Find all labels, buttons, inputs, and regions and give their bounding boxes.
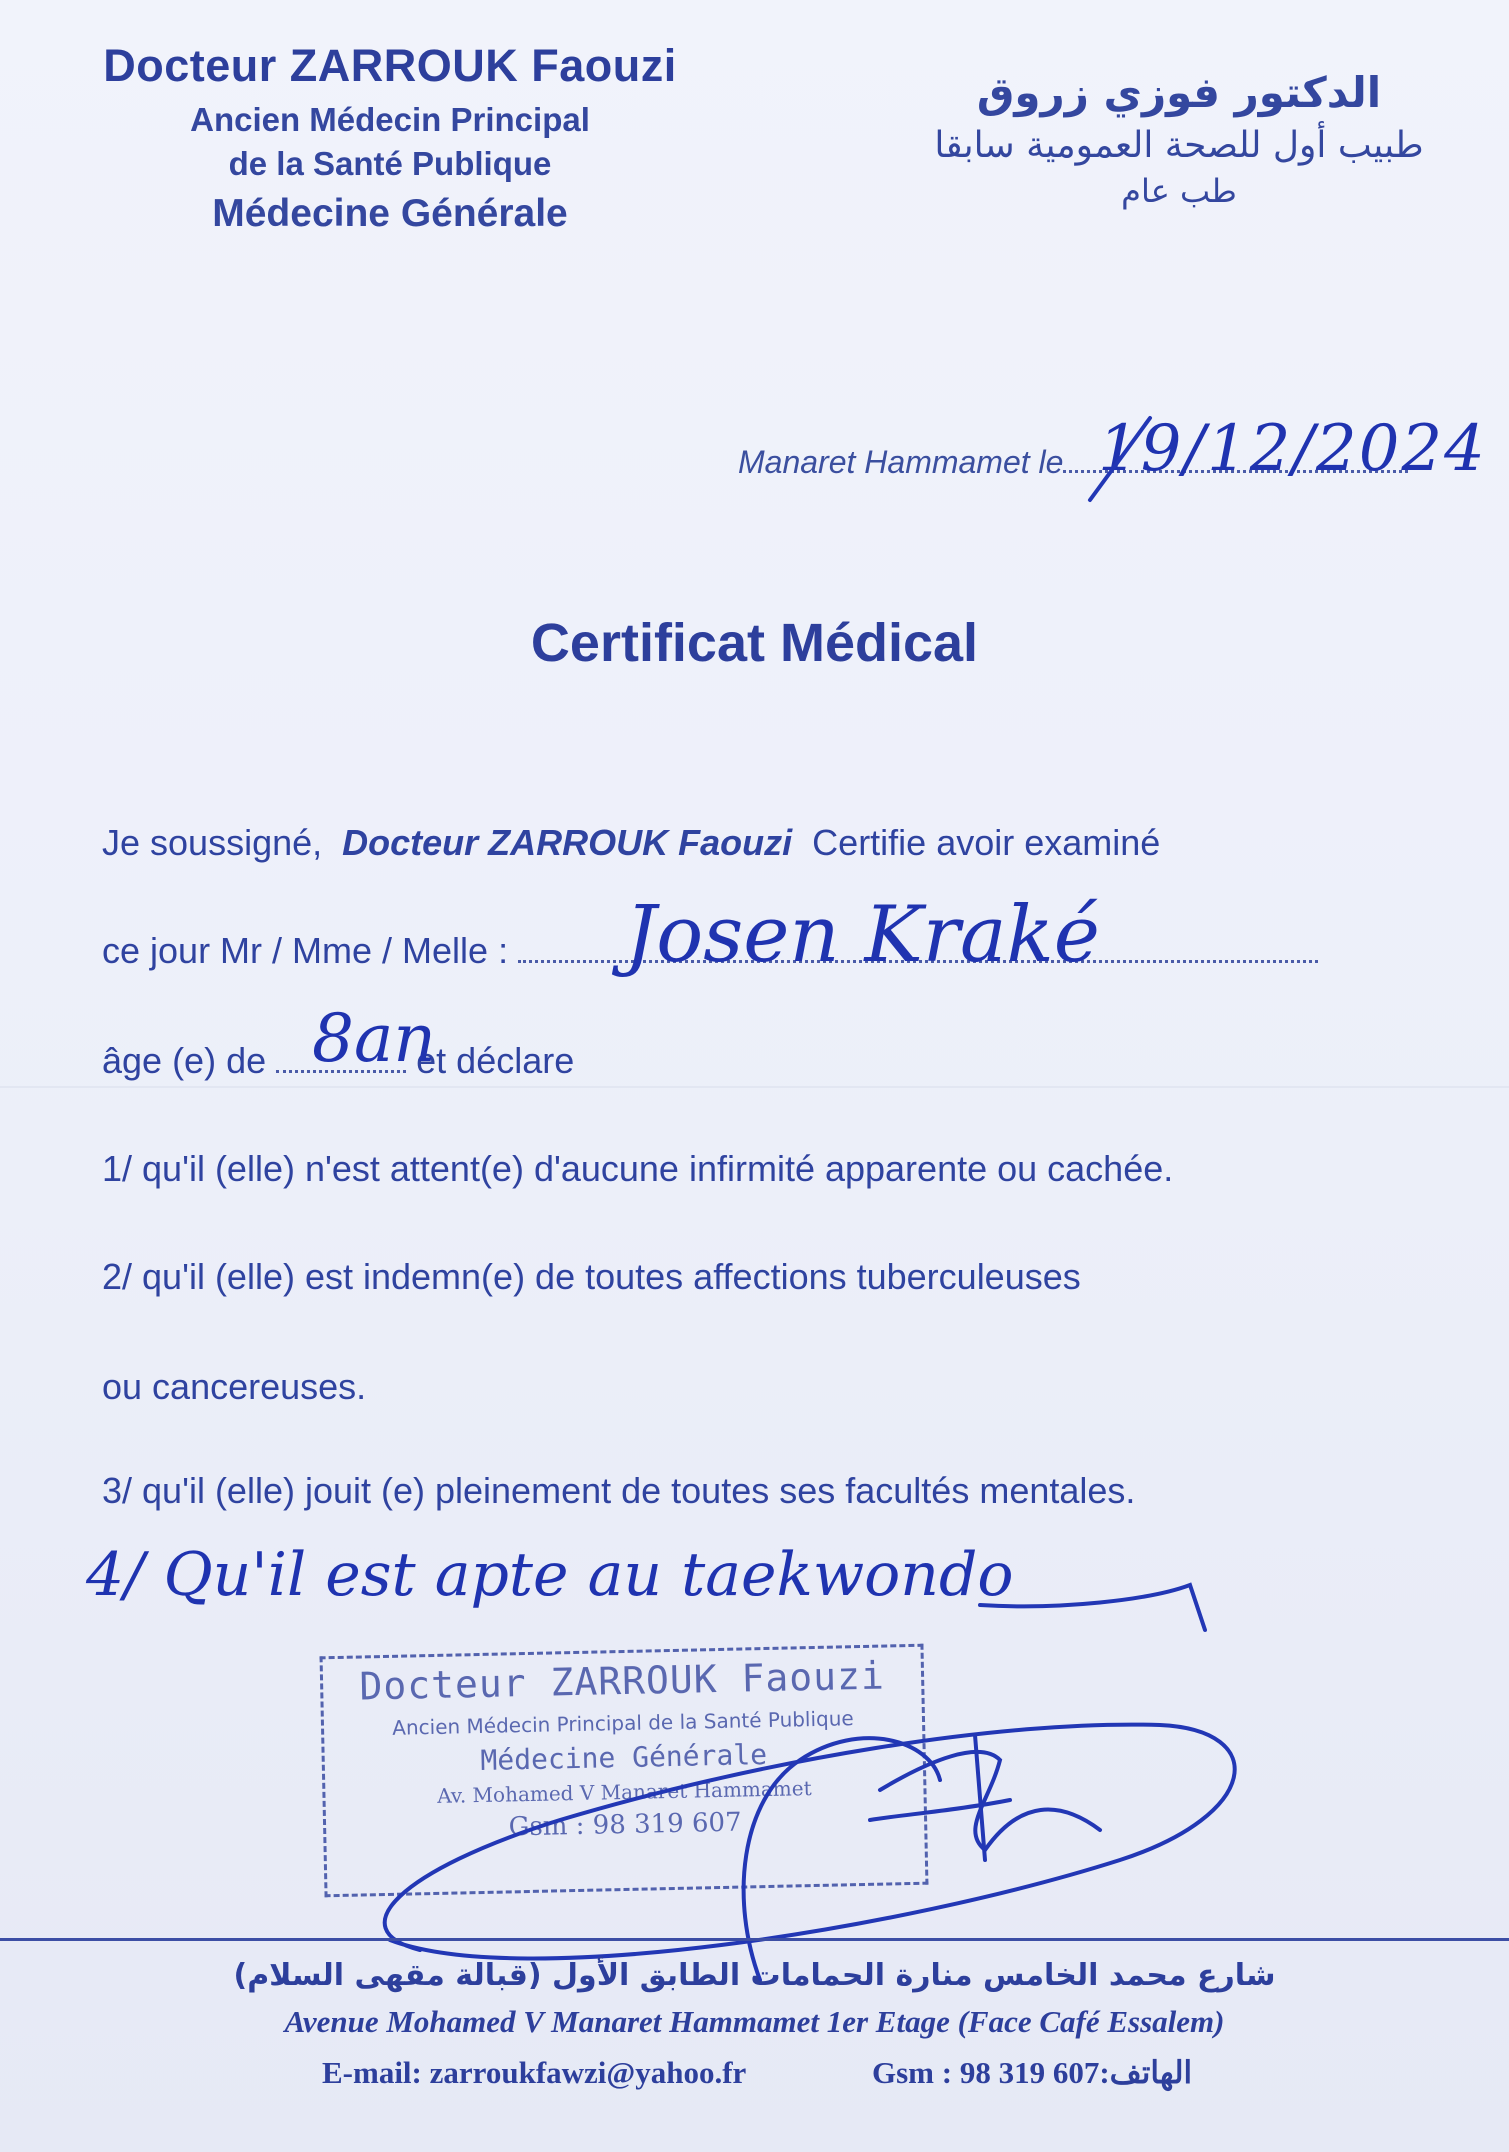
declaration-item-2-continued: ou cancereuses. (102, 1366, 367, 1407)
footer-divider (0, 1938, 1509, 1941)
footer-address: Avenue Mohamed V Manaret Hammamet 1er Etage (Face Café Essalem) (284, 2004, 1225, 2039)
footer-phone: Gsm : 98 319 607:الهاتف (872, 2055, 1193, 2090)
doctor-stamp (320, 1644, 929, 1898)
age-label: âge (e) de (102, 1040, 267, 1081)
paper-fold-line (0, 1086, 1509, 1088)
footer-email: E-mail: zarroukfawzi@yahoo.fr (322, 2055, 747, 2090)
declaration-item-2: 2/ qu'il (elle) est indemn(e) de toutes affections tuberculeuses (102, 1256, 1081, 1297)
doctor-specialty: Médecine Générale (212, 192, 568, 235)
stamp-phone: Gsm : 98 319 607 (508, 1807, 742, 1843)
intro-doctor-name: Docteur ZARROUK Faouzi (342, 822, 793, 863)
stamp-title: Ancien Médecin Principal de la Santé Publique (392, 1706, 854, 1740)
handwritten-age: 8an (312, 1000, 436, 1077)
letterhead-arabic (899, 68, 1459, 210)
doctor-title-line2: de la Santé Publique (228, 145, 552, 182)
intro-line (102, 822, 1160, 864)
doctor-name: Docteur ZARROUK Faouzi (103, 40, 677, 91)
patient-label: ce jour Mr / Mme / Melle : (102, 930, 509, 971)
handwritten-item-4: 4/ Qu'il est apte au taekwondo (86, 1540, 1014, 1610)
handwritten-date: 19/12/2024 (1098, 412, 1487, 486)
intro-prefix: Je soussigné, (102, 822, 323, 863)
footer-address-arabic: شارع محمد الخامس منارة الحمامات الطابق الأول (قبالة مقهى السلام) (233, 1958, 1276, 1993)
handwritten-patient-name: Josen Kraké (625, 890, 1100, 980)
declaration-item-1: 1/ qu'il (elle) n'est attent(e) d'aucune infirmité apparente ou cachée. (102, 1148, 1174, 1189)
age-suffix: et déclare (416, 1040, 575, 1081)
intro-suffix: Certifie avoir examiné (812, 822, 1161, 863)
doctor-name-arabic: الدكتور فوزي زروق (976, 68, 1382, 117)
doctor-title-line1: Ancien Médecin Principal (190, 101, 590, 138)
stamp-specialty: Médecine Générale (480, 1738, 768, 1778)
place-label: Manaret Hammamet le (738, 444, 1064, 480)
stamp-address: Av. Mohamed V Manaret Hammamet (437, 1776, 812, 1808)
letterhead-french (0, 40, 780, 236)
stamp-name: Docteur ZARROUK Faouzi (359, 1653, 886, 1709)
doctor-title-arabic: طبيب أول للصحة العمومية سابقا (934, 125, 1424, 166)
declaration-item-3: 3/ qu'il (elle) jouit (e) pleinement de toutes ses facultés mentales. (102, 1470, 1136, 1511)
document-title: Certificat Médical (530, 613, 979, 673)
doctor-specialty-arabic: طب عام (1121, 172, 1237, 210)
